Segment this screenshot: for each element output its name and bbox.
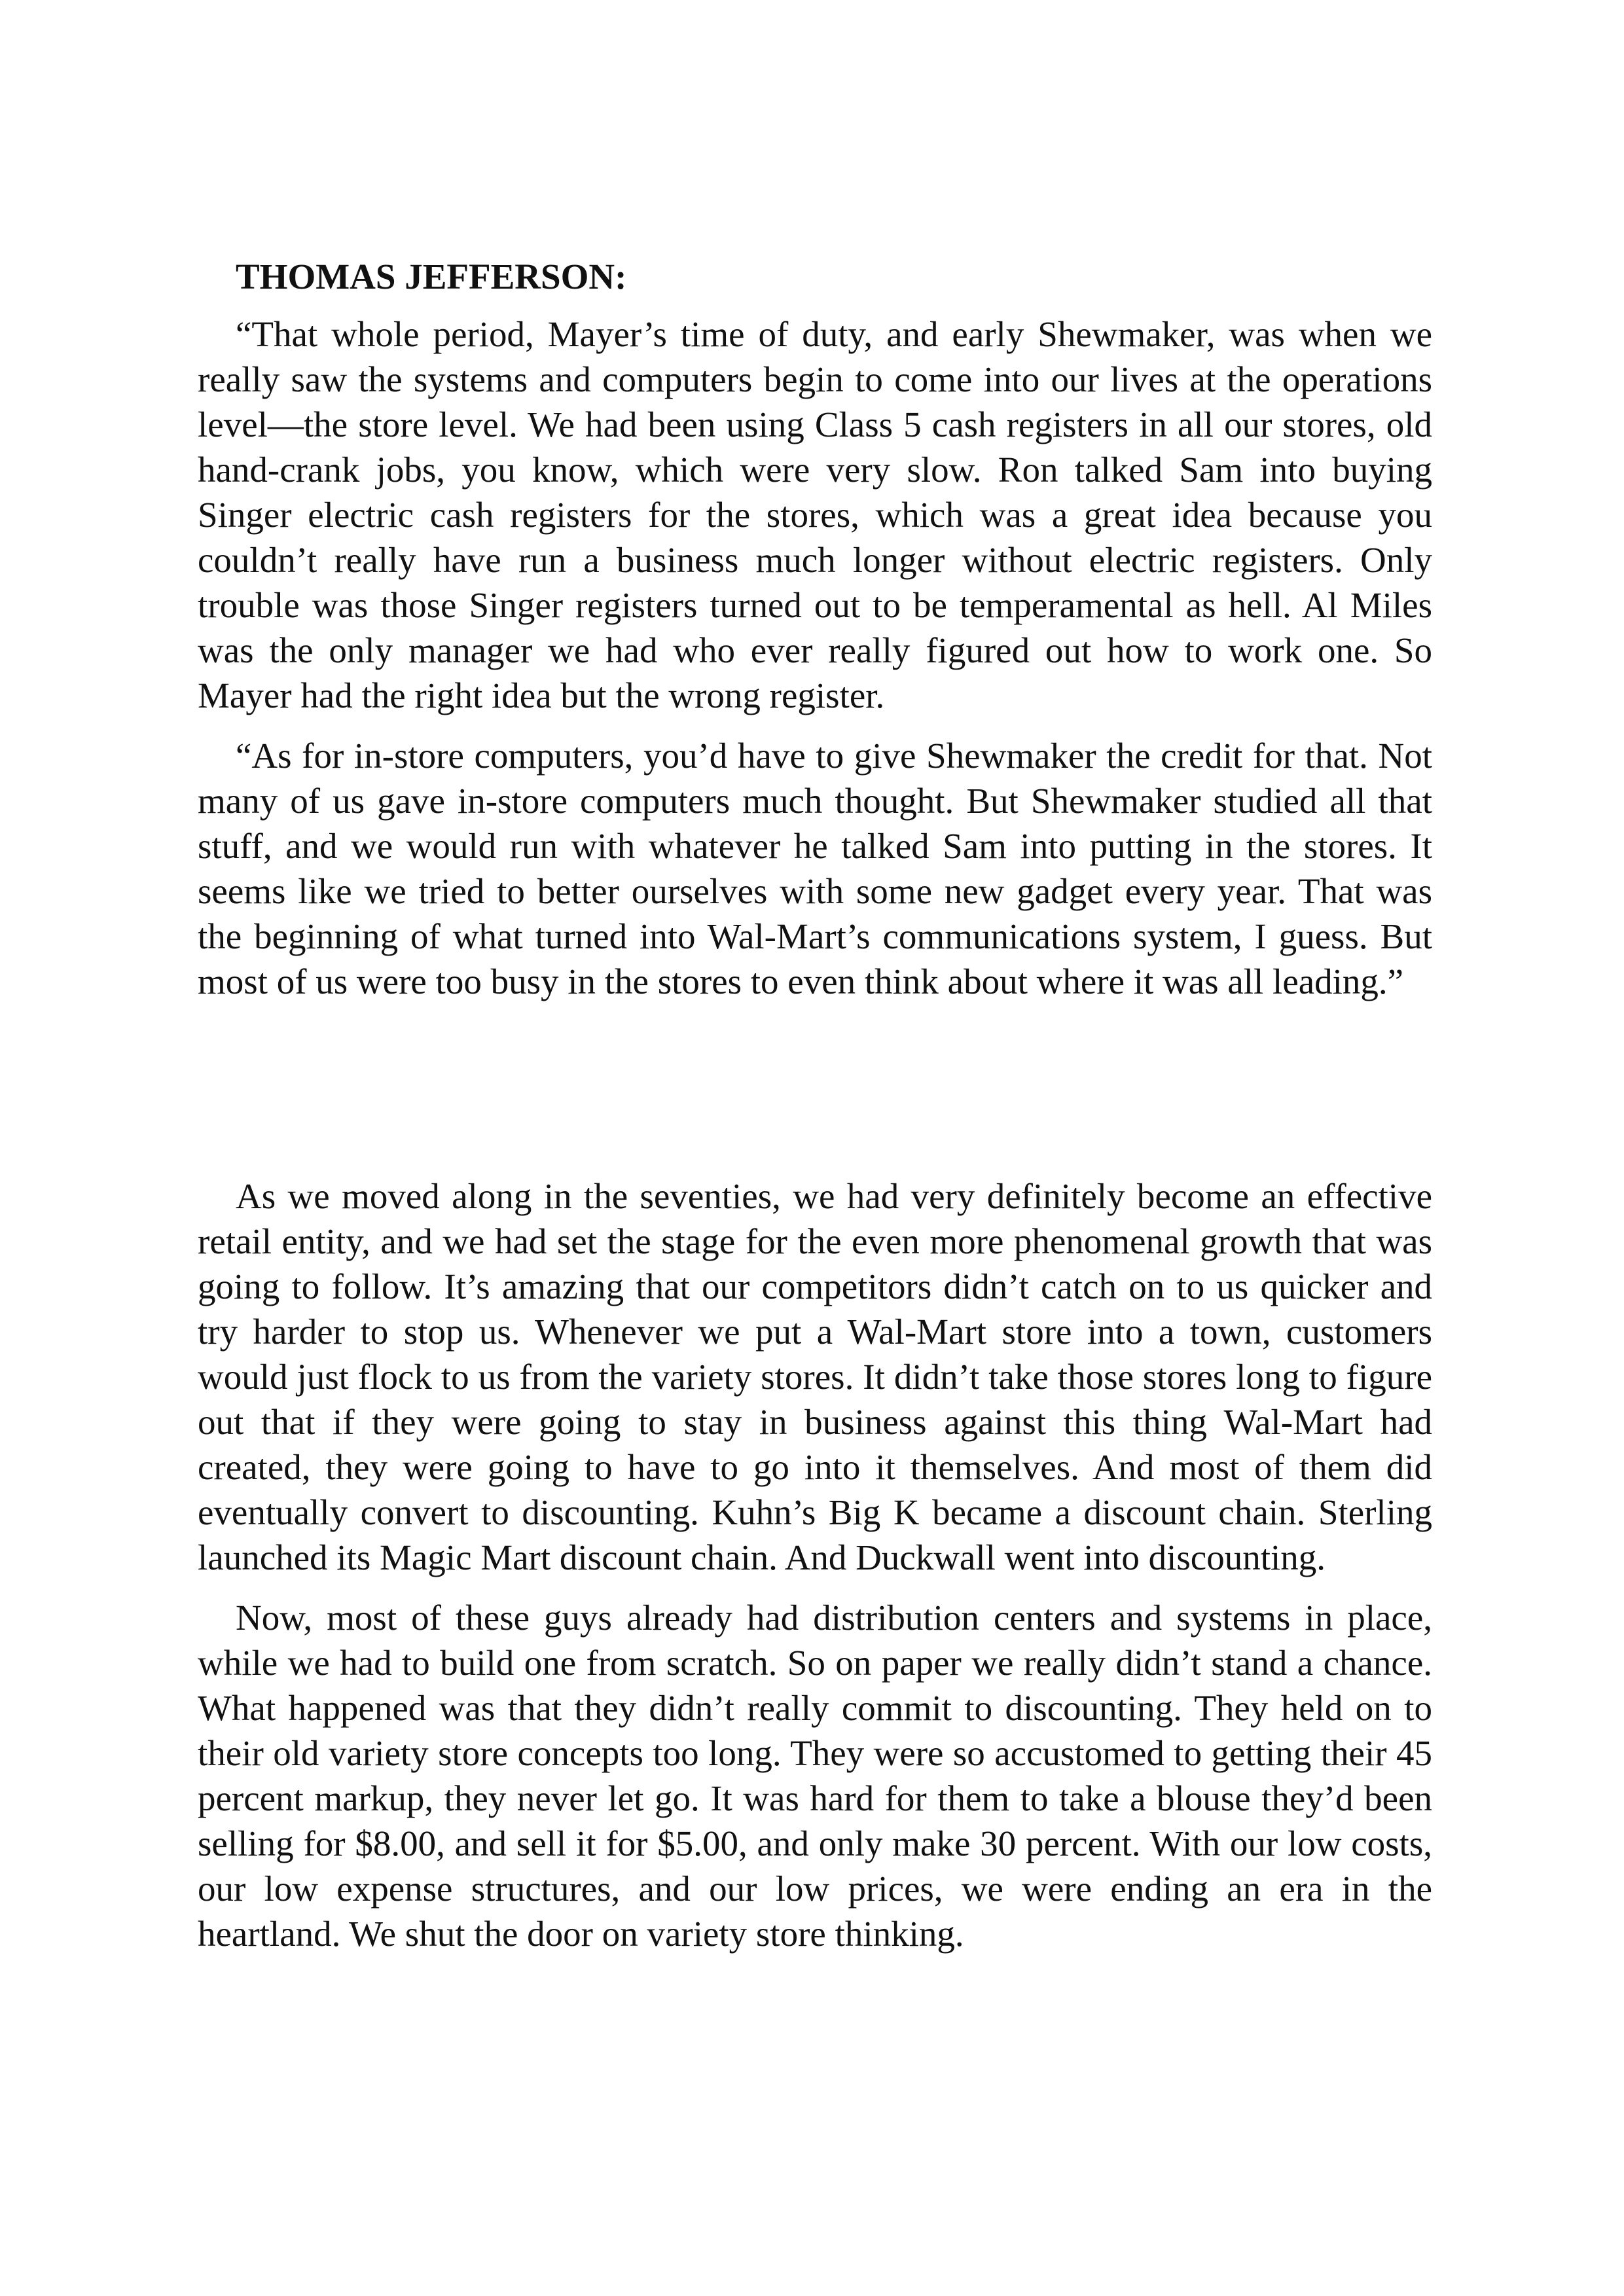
narrative-section bbox=[198, 1174, 1432, 1956]
narrative-paragraph-1: As we moved along in the seventies, we had very definitely become an effective retail entity, and we had set the stage for the even more phenomenal growth that was going to follow. It’s amazing that our competitors didn’t catch on to us quicker and try harder to stop us. Whenever we put a Wal-Mart store into a town, customers would just flock to us from the variety stores. It didn’t take those stores long to figure out that if they were going to stay in business against this thing Wal-Mart had created, they were going to have to go into it themselves. And most of them did eventually convert to discounting. Kuhn’s Big K became a discount chain. Sterling launched its Magic Mart discount chain. And Duckwall went into discounting. bbox=[198, 1176, 1432, 1577]
speaker-heading: THOMAS JEFFERSON: bbox=[236, 257, 627, 296]
quote-paragraph-1: “That whole period, Mayer’s time of duty, and early Shewmaker, was when we really saw the systems and computers begin to come into our lives at the operations level—the store level. We had been using Class 5 cash registers in all our stores, old hand-crank jobs, you know, which were very slow. Ron talked Sam into buying Singer electric cash registers for the stores, which was a great idea because you couldn’t really have run a business much longer without electric registers. Only trouble was those Singer registers turned out to be temperamental as hell. Al Miles was the only manager we had who ever really figured out how to work one. So Mayer had the right idea but the wrong register. bbox=[198, 314, 1432, 715]
quote-section bbox=[198, 312, 1432, 1004]
quote-paragraph-2: “As for in-store computers, you’d have to give Shewmaker the credit for that. Not many of us gave in-store computers much thought. But Shewmaker studied all that stuff, and we would run with whatever he talked Sam into putting in the stores. It seems like we tried to better ourselves with some new gadget every year. That was the beginning of what turned into Wal-Mart’s communications system, I guess. But most of us were too busy in the stores to even think about where it was all leading.” bbox=[198, 736, 1432, 1001]
narrative-paragraph-2: Now, most of these guys already had distribution centers and systems in place, while we had to build one from scratch. So on paper we really didn’t stand a chance. What happened was that they didn’t really commit to discounting. They held on to their old variety store concepts too long. They were so accustomed to getting their 45 percent markup, they never let go. It was hard for them to take a blouse they’d been selling for $8.00, and sell it for $5.00, and only make 30 percent. With our low costs, our low expense structures, and our low prices, we were ending an era in the heartland. We shut the door on variety store thinking. bbox=[198, 1598, 1432, 1954]
